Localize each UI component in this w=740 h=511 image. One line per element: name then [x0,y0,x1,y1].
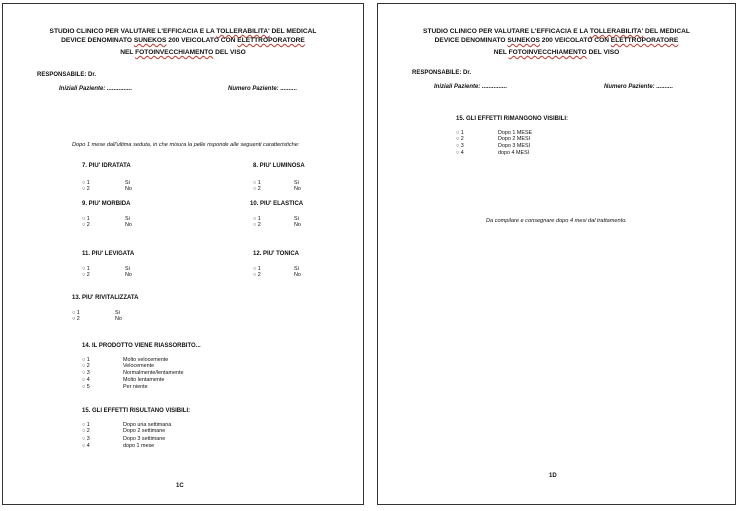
q15-label-1: Dopo 1 MESE [498,130,533,136]
radio-icon: ○ [253,186,257,192]
q7-option-1[interactable]: ○ 1 [82,180,90,186]
q14-label-4: Molto lentamente [123,377,165,383]
q7-option-2[interactable]: ○ 2 [82,186,90,192]
q11-yes: Si [125,266,130,272]
q9-no: No [125,222,132,228]
q15-label-2: Dopo 2 MESI [498,136,531,142]
radio-icon: ○ [72,316,76,322]
page-number: 1D [549,473,557,479]
radio-icon: ○ [82,443,86,449]
radio-icon: ○ [82,266,86,272]
q13-yes: Si [115,310,120,316]
q8-no: No [294,186,301,192]
radio-icon: ○ [72,310,76,316]
radio-icon: ○ [82,384,86,390]
q9-option-1[interactable]: ○ 1 [82,216,90,222]
question-10: 10. PIU' ELASTICA [250,201,304,207]
q11-no: No [125,272,132,278]
title-line-2: DEVICE DENOMINATO SUNEKOS 200 VEICOLATO CON ELETTROPORATORE [434,37,679,44]
q10-no: No [294,222,301,228]
q15-label-2: Dopo 2 settimane [123,428,166,434]
question-7: 7. PIU' IDRATATA [82,163,131,169]
q14-option-4[interactable]: ○ 4 [82,377,90,383]
q15-option-1[interactable]: ○ 1 [82,422,90,428]
q12-option-1[interactable]: ○ 1 [253,266,261,272]
radio-icon: ○ [82,377,86,383]
q9-yes: Si [125,216,130,222]
q15-option-3[interactable]: ○ 3 [82,436,90,442]
radio-icon: ○ [82,272,86,278]
iniziali-paziente-label: Iniziali Paziente: ............... [59,86,133,92]
title-line-1: STUDIO CLINICO PER VALUTARE L'EFFICACIA E LA TOLLERABILITA' DEL MEDICAL [49,28,317,35]
q14-option-2[interactable]: ○ 2 [82,363,90,369]
intro-text: Dopo 1 mese dall'ultima seduta, in che misura la pelle risponde alle seguenti caratteristiche: [72,142,300,148]
q15-option-2[interactable]: ○ 2 [456,136,464,142]
page-number: 1C [176,483,184,489]
q14-option-1[interactable]: ○ 1 [82,357,90,363]
q12-yes: Si [294,266,299,272]
question-8: 8. PIU' LUMINOSA [253,163,305,169]
radio-icon: ○ [253,272,257,278]
q13-option-1[interactable]: ○ 1 [72,310,80,316]
radio-icon: ○ [456,150,460,156]
iniziali-paziente-label: Iniziali Paziente: ............... [434,84,508,90]
radio-icon: ○ [82,216,86,222]
responsabile-label: RESPONSABILE: Dr. [412,70,472,76]
title-line-3: NEL FOTOINVECCHIAMENTO DEL VISO [120,49,246,56]
q15-label-1: Dopo una settimana [123,422,172,428]
numero-paziente-label: Numero Paziente: .......... [604,84,674,90]
q10-yes: Si [294,216,299,222]
q12-option-2[interactable]: ○ 2 [253,272,261,278]
radio-icon: ○ [82,186,86,192]
q14-label-3: Normalmente/lentamente [123,370,184,376]
radio-icon: ○ [82,422,86,428]
q15-label-4: dopo 4 MESI [498,150,530,156]
instruction-note: Da compilare e consegnare dopo 4 mesi dal trattamento. [486,218,627,224]
title-line-1: STUDIO CLINICO PER VALUTARE L'EFFICACIA E LA TOLLERABILITA' DEL MEDICAL [423,28,690,35]
page-1d [377,3,736,505]
title-line-2: DEVICE DENOMINATO SUNEKOS 200 VEICOLATO CON ELETTROPORATORE [61,37,305,44]
q14-label-5: Per niente [123,384,148,390]
question-11: 11. PIU' LEVIGATA [82,251,135,257]
q11-option-2[interactable]: ○ 2 [82,272,90,278]
page-1c [2,3,364,505]
q15-option-4[interactable]: ○ 4 [456,150,464,156]
radio-icon: ○ [82,428,86,434]
q15-option-2[interactable]: ○ 2 [82,428,90,434]
radio-icon: ○ [82,180,86,186]
q8-yes: Si [294,180,299,186]
radio-icon: ○ [253,222,257,228]
q10-option-2[interactable]: ○ 2 [253,222,261,228]
q15-label-4: dopo 1 mese [123,443,155,449]
q15-option-3[interactable]: ○ 3 [456,143,464,149]
radio-icon: ○ [82,363,86,369]
q15-option-1[interactable]: ○ 1 [456,130,464,136]
question-15: 15. GLI EFFETTI RIMANGONO VISIBILI: [456,116,569,122]
q7-no: No [125,186,132,192]
radio-icon: ○ [82,370,86,376]
q8-option-2[interactable]: ○ 2 [253,186,261,192]
question-13: 13. PIU' RIVITALIZZATA [72,295,139,301]
radio-icon: ○ [82,357,86,363]
q12-no: No [294,272,301,278]
radio-icon: ○ [253,180,257,186]
radio-icon: ○ [253,216,257,222]
title-line-3: NEL FOTOINVECCHIAMENTO DEL VISO [493,49,620,56]
radio-icon: ○ [456,136,460,142]
q15-option-4[interactable]: ○ 4 [82,443,90,449]
q14-label-2: Velocemente [123,363,155,369]
radio-icon: ○ [456,143,460,149]
q13-option-2[interactable]: ○ 2 [72,316,80,322]
numero-paziente-label: Numero Paziente: .......... [228,86,298,92]
q14-option-5[interactable]: ○ 5 [82,384,90,390]
q15-label-3: Dopo 3 settimane [123,436,166,442]
q10-option-1[interactable]: ○ 1 [253,216,261,222]
question-12: 12. PIU' TONICA [253,251,299,257]
responsabile-label: RESPONSABILE: Dr. [37,72,97,78]
q14-label-1: Molto velocemente [123,357,169,363]
q13-no: No [115,316,122,322]
q11-option-1[interactable]: ○ 1 [82,266,90,272]
q9-option-2[interactable]: ○ 2 [82,222,90,228]
question-15: 15. GLI EFFETTI RISULTANO VISIBILI: [82,408,191,414]
radio-icon: ○ [253,266,257,272]
q14-option-3[interactable]: ○ 3 [82,370,90,376]
q8-option-1[interactable]: ○ 1 [253,180,261,186]
q15-label-3: Dopo 3 MESI [498,143,531,149]
radio-icon: ○ [82,436,86,442]
radio-icon: ○ [82,222,86,228]
q7-yes: Si [125,180,130,186]
question-14: 14. IL PRODOTTO VIENE RIASSORBITO... [82,343,201,349]
question-9: 9. PIU' MORBIDA [82,201,131,207]
radio-icon: ○ [456,130,460,136]
